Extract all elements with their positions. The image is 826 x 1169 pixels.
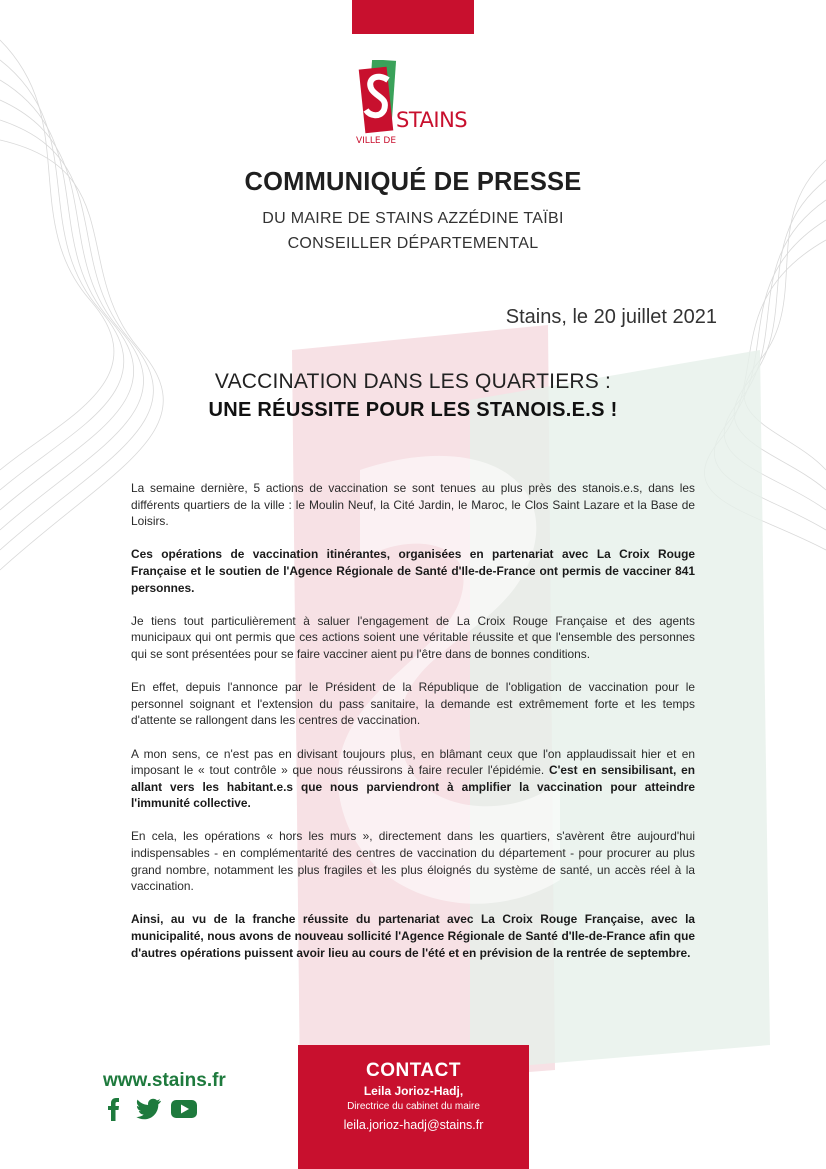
paragraph-5-regular: A mon sens, ce n'est pas en divisant toujours plus, en blâmant ceux que l'on applaudissait hier et en imposant le « tout contrôle » que nous réussirons à faire reculer l'épidémie. — [131, 746, 695, 778]
contact-title: CONTACT — [366, 1060, 461, 1081]
page-title: COMMUNIQUÉ DE PRESSE — [244, 168, 582, 196]
contact-box — [298, 1045, 529, 1169]
contact-name: Leila Jorioz-Hadj, — [363, 1084, 464, 1098]
top-red-tab — [352, 0, 474, 34]
paragraph-2-bold: Ces opérations de vaccination itinérantes, organisées en partenariat avec La Croix Rouge Française et le soutien de l'Agence Régionale de Santé d'Ile-de-France ont permis de vacciner 841 personnes. — [131, 547, 695, 595]
date-line: Stains, le 20 juillet 2021 — [505, 306, 717, 328]
headline-line2: UNE RÉUSSITE POUR LES STANOIS.E.S ! — [208, 399, 618, 421]
facebook-icon[interactable] — [101, 1097, 127, 1121]
paragraph-7-bold: Ainsi, au vu de la franche réussite du partenariat avec La Croix Rouge Française, avec la municipalité, nous avons de nouveau sollicité l'Agence Régionale de Santé d'Ile-de-France afin que d'autres opérations puissent avoir lieu au cours de l'été et en prévision de la rentrée de septembre. — [131, 912, 695, 960]
contact-email-link[interactable]: leila.jorioz-hadj@stains.fr — [343, 1118, 484, 1132]
stains-logo — [352, 60, 482, 150]
headline-line1: VACCINATION DANS LES QUARTIERS : — [214, 370, 612, 393]
paragraph-4: En effet, depuis l'annonce par le Président de la République de l'obligation de vaccination pour le personnel soignant et l'extension du pass sanitaire, la demande est extrêmement forte et les temps d'attente se rallongent dans les centres de vaccination. — [131, 680, 695, 728]
press-release-body — [131, 480, 695, 978]
logo-stains-text: STAINS — [396, 108, 468, 132]
social-links — [101, 1097, 197, 1121]
paragraph-6: En cela, les opérations « hors les murs », directement dans les quartiers, s'avèrent être aujourd'hui indispensables - en complémentarité des centres de vaccination du département - pour procurer au plus grand nombre, notamment les plus fragiles et les plus éloignés du système de santé, un accès réel à la vaccination. — [131, 829, 695, 894]
website-link[interactable]: www.stains.fr — [103, 1070, 226, 1091]
paragraph-7 — [131, 911, 695, 961]
logo-ville-de-text: VILLE DE — [356, 136, 397, 146]
contact-role: Directrice du cabinet du maire — [347, 1101, 480, 1112]
youtube-icon[interactable] — [171, 1097, 197, 1121]
paragraph-5 — [131, 746, 695, 812]
twitter-icon[interactable] — [136, 1097, 162, 1121]
paragraph-5-bold: C'est en sensibilisant, en allant vers les habitant.e.s que nous parviendront à amplifier la vaccination pour atteindre l'immunité collective. — [131, 763, 695, 811]
paragraph-3: Je tiens tout particulièrement à saluer l'engagement de La Croix Rouge Française et des agents municipaux qui ont permis que ces actions soient une véritable réussite et que l'ensemble des personnes qui se sont présentées pour se faire vacciner aient pu l'être dans de bonnes conditions. — [131, 613, 695, 661]
paragraph-1: La semaine dernière, 5 actions de vaccination se sont tenues au plus près des stanois.e.s, dans les différents quartiers de la ville : le Moulin Neuf, la Cité Jardin, le Maroc, le Clos Saint Lazare et la Base de Loisirs. — [131, 481, 695, 529]
subtitle-line2: CONSEILLER DÉPARTEMENTAL — [287, 235, 539, 252]
paragraph-2 — [131, 546, 695, 596]
subtitle-line1: DU MAIRE DE STAINS AZZÉDINE TAÏBI — [262, 210, 564, 227]
